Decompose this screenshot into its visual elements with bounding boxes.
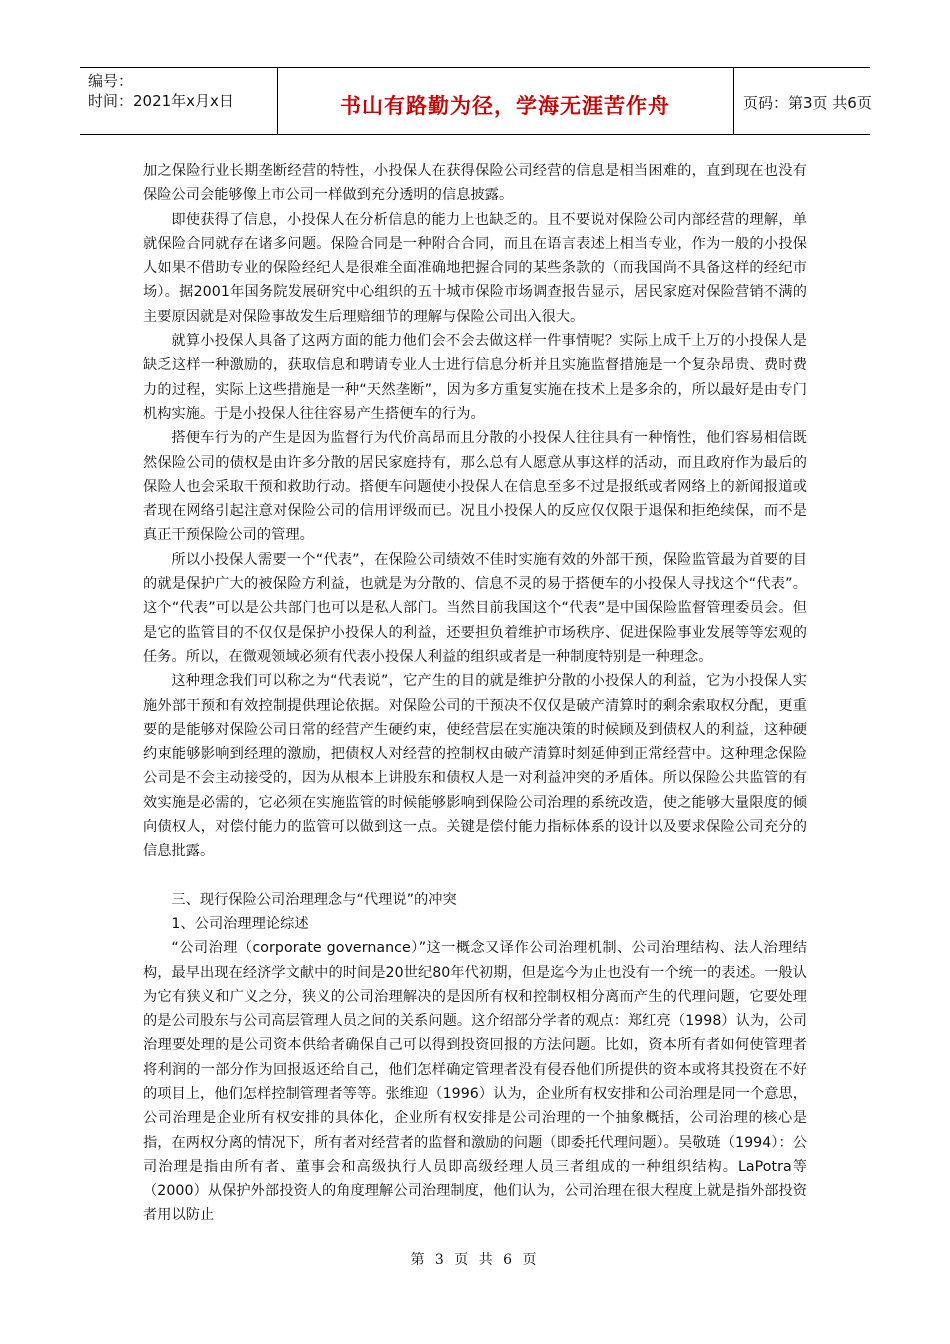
body-paragraph: 这种理念我们可以称之为“代表说”，它产生的目的就是维护分散的小投保人的利益，它为小投保人实施外部干预和有效控制提供理论依据。对保险公司的干预决不仅仅是破产清算时的剩余索取权分配，更重要的是能够对保险公司日常的经营产生硬约束，使经营层在实施决策的时候顾及到债权人的利益，这种硬约束能够影响到经理的激励，把债权人对经营的控制权由破产清算时刻延伸到正常经营中。这种理念保险公司是不会主动接受的，因为从根本上讲股东和债权人是一对利益冲突的矛盾体。所以保险公共监管的有效实施是必需的，它必须在实施监管的时候能够影响到保险公司治理的系统改造，使之能够大量限度的倾向债权人，对偿付能力的监管可以做到这一点。关键是偿付能力指标体系的设计以及要求保险公司充分的信息批露。	[143, 673, 807, 860]
body-paragraph: “公司治理（corporate governance）”这一概念又译作公司治理机制、公司治理结构、法人治理结构，最早出现在经济学文献中的时间是20世纪80年代初期，但是迄今为止也没有一个统一的表述。一般认为它有狭义和广义之分，狭义的公司治理解决的是因所有权和控制权相分离而产生的代理问题，它要处理的是公司股东与公司高层管理人员之间的关系问题。这介绍部分学者的观点：郑红亮（1998）认为，公司治理要处理的是公司资本供给者确保自己可以得到投资回报的方法问题。比如，资本所有者如何使管理者将利润的一部分作为回报返还给自己，他们怎样确定管理者没有侵吞他们所提供的资本或将其投资在不好的项目上，他们怎样控制管理者等等。张维迎（1996）认为，企业所有权安排和公司治理是同一个意思，公司治理是企业所有权安排的具体化，企业所有权安排是公司治理的一个抽象概括，公司治理的核心是指，在两权分离的情况下，所有者对经营者的监督和激励的问题（即委托代理问题）。吴敬琏（1994）：公司治理是指由所有者、董事会和高级执行人员即高级经理人员三者组成的一种组织结构。LaPotra等（2000）从保护外部投资人的角度理解公司治理制度，他们认为，公司治理在很大程度上就是指外部投资者用以防止	[143, 940, 807, 1224]
body-paragraph: 所以小投保人需要一个“代表”，在保险公司绩效不佳时实施有效的外部干预，保险监管最为首要的目的就是保护广大的被保险方利益，也就是为分散的、信息不灵的易于搭便车的小投保人寻找这个“代表”。这个“代表”可以是公共部门也可以是私人部门。当然目前我国这个“代表”是中国保险监督管理委员会。但是它的监管目的不仅仅是保护小投保人的利益，还要担负着维护市场秩序、促进保险事业发展等等宏观的任务。所以，在微观领域必须有代表小投保人利益的组织或者是一种制度特别是一种理念。	[143, 551, 807, 665]
header-motto-cell	[277, 68, 734, 134]
body-paragraph: 加之保险行业长期垄断经营的特性，小投保人在获得保险公司经营的信息是相当困难的，直到现在也没有保险公司会能够像上市公司一样做到充分透明的信息披露。	[143, 163, 807, 204]
header-page-cell	[733, 68, 870, 134]
page-footer: 第 3 页 共 6 页	[410, 1252, 540, 1268]
page-header	[80, 67, 870, 135]
header-motto: 书山有路勤为径，学海无涯苦作舟	[340, 94, 670, 118]
subsection-heading: 1、公司治理理论综述	[171, 915, 309, 932]
body-paragraph: 即使获得了信息，小投保人在分析信息的能力上也缺乏的。且不要说对保险公司内部经营的理解，单就保险合同就存在诸多问题。保险合同是一种附合合同，而且在语言表述上相当专业，作为一般的小投保人如果不借助专业的保险经纪人是很难全面准确地把握合同的某些条款的（而我国尚不具备这样的经纪市场）。据2001年国务院发展研究中心组织的五十城市保险市场调查报告显示，居民家庭对保险营销不满的主要原因就是对保险事故发生后理赔细节的理解与保险公司出入很大。	[143, 211, 807, 325]
body-paragraph: 搭便车行为的产生是因为监督行为代价高昂而且分散的小投保人往往具有一种惰性，他们容易相信既然保险公司的债权是由许多分散的居民家庭持有，那么总有人愿意从事这样的活动，而且政府作为最后的保险人也会采取干预和救助行动。搭便车问题使小投保人在信息至多不过是报纸或者网络上的新闻报道或者现在网络引起注意对保险公司的信用评级而已。况且小投保人的反应仅仅限于退保和拒绝续保，而不是真正干预保险公司的管理。	[143, 430, 807, 544]
header-meta-cell	[80, 68, 278, 134]
document-body	[143, 159, 807, 1228]
header-page-info: 页码：第3页 共6页	[743, 94, 872, 112]
document-time-label: 时间：2021年x月x日	[88, 92, 234, 110]
body-paragraph: 就算小投保人具备了这两方面的能力他们会不会去做这样一件事情呢？实际上成千上万的小投保人是缺乏这样一种激励的，获取信息和聘请专业人士进行信息分析并且实施监督措施是一个复杂昂贵、费时费力的过程，实际上这些措施是一种“天然垄断”，因为多方重复实施在技术上是多余的，所以最好是由专门机构实施。于是小投保人往往容易产生搭便车的行为。	[143, 333, 807, 422]
document-number-label: 编号：	[88, 72, 134, 90]
section-heading: 三、现行保险公司治理理念与“代理说”的冲突	[171, 891, 457, 908]
